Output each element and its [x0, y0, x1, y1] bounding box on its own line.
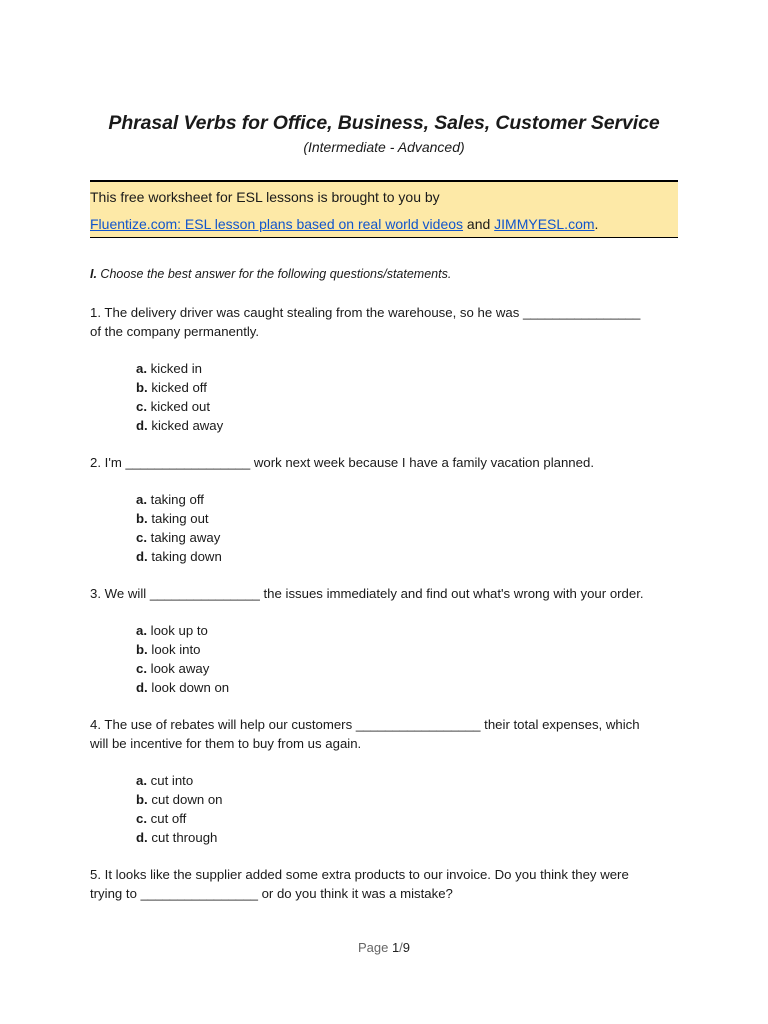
banner-text: This free worksheet for ESL lessons is brought to you by — [90, 189, 440, 205]
option-d[interactable]: d. taking down — [136, 549, 222, 564]
option-d[interactable]: d. look down on — [136, 680, 230, 695]
question-3-options — [136, 621, 229, 697]
page-current: 1 — [391, 940, 400, 955]
jimmyesl-link[interactable]: JIMMYESL.com — [494, 216, 595, 232]
banner-links — [90, 216, 598, 232]
question-text: trying to ________________ or do you think it was a mistake? — [90, 886, 453, 901]
option-b[interactable]: b. cut down on — [136, 792, 223, 807]
section-heading — [90, 267, 451, 281]
question-5 — [90, 865, 678, 903]
page-total: 9 — [402, 940, 411, 955]
question-text: 5. It looks like the supplier added some extra products to our invoice. Do you think they were — [90, 867, 629, 882]
page-subtitle: (Intermediate - Advanced) — [303, 139, 465, 155]
option-c[interactable]: c. taking away — [136, 530, 221, 545]
option-d[interactable]: d. cut through — [136, 830, 218, 845]
question-4-options — [136, 771, 223, 847]
page-indicator — [0, 940, 768, 955]
option-c[interactable]: c. look away — [136, 661, 210, 676]
page-label: Page — [357, 940, 392, 955]
question-1 — [90, 303, 678, 341]
banner-period: . — [594, 216, 599, 232]
option-a[interactable]: a. kicked in — [136, 361, 202, 376]
option-a[interactable]: a. look up to — [136, 623, 208, 638]
question-1-options — [136, 359, 223, 435]
question-3 — [90, 584, 678, 603]
question-text: 3. We will _______________ the issues immediately and find out what's wrong with your order. — [90, 586, 644, 601]
page-title: Phrasal Verbs for Office, Business, Sales, Customer Service — [108, 112, 660, 134]
page-separator: / — [399, 940, 403, 955]
option-d[interactable]: d. kicked away — [136, 418, 224, 433]
option-a[interactable]: a. cut into — [136, 773, 194, 788]
option-c[interactable]: c. cut off — [136, 811, 187, 826]
option-b[interactable]: b. kicked off — [136, 380, 207, 395]
option-b[interactable]: b. taking out — [136, 511, 209, 526]
fluentize-link[interactable]: Fluentize.com: ESL lesson plans based on real world videos — [90, 216, 464, 232]
question-4 — [90, 715, 678, 753]
question-text: 2. I'm _________________ work next week because I have a family vacation planned. — [90, 455, 594, 470]
section-number: I. — [90, 267, 97, 281]
option-c[interactable]: c. kicked out — [136, 399, 211, 414]
question-text: 4. The use of rebates will help our customers _________________ their total expenses, which — [90, 717, 640, 732]
banner-and: and — [463, 216, 495, 232]
option-a[interactable]: a. taking off — [136, 492, 204, 507]
question-2-options — [136, 490, 222, 566]
sponsor-banner — [90, 180, 678, 238]
question-2 — [90, 453, 678, 472]
question-text: of the company permanently. — [90, 324, 260, 339]
question-text: will be incentive for them to buy from us again. — [90, 736, 362, 751]
question-text: 1. The delivery driver was caught stealing from the warehouse, so he was ________________ — [90, 305, 641, 320]
option-b[interactable]: b. look into — [136, 642, 201, 657]
section-instruction: Choose the best answer for the following questions/statements. — [96, 267, 452, 281]
